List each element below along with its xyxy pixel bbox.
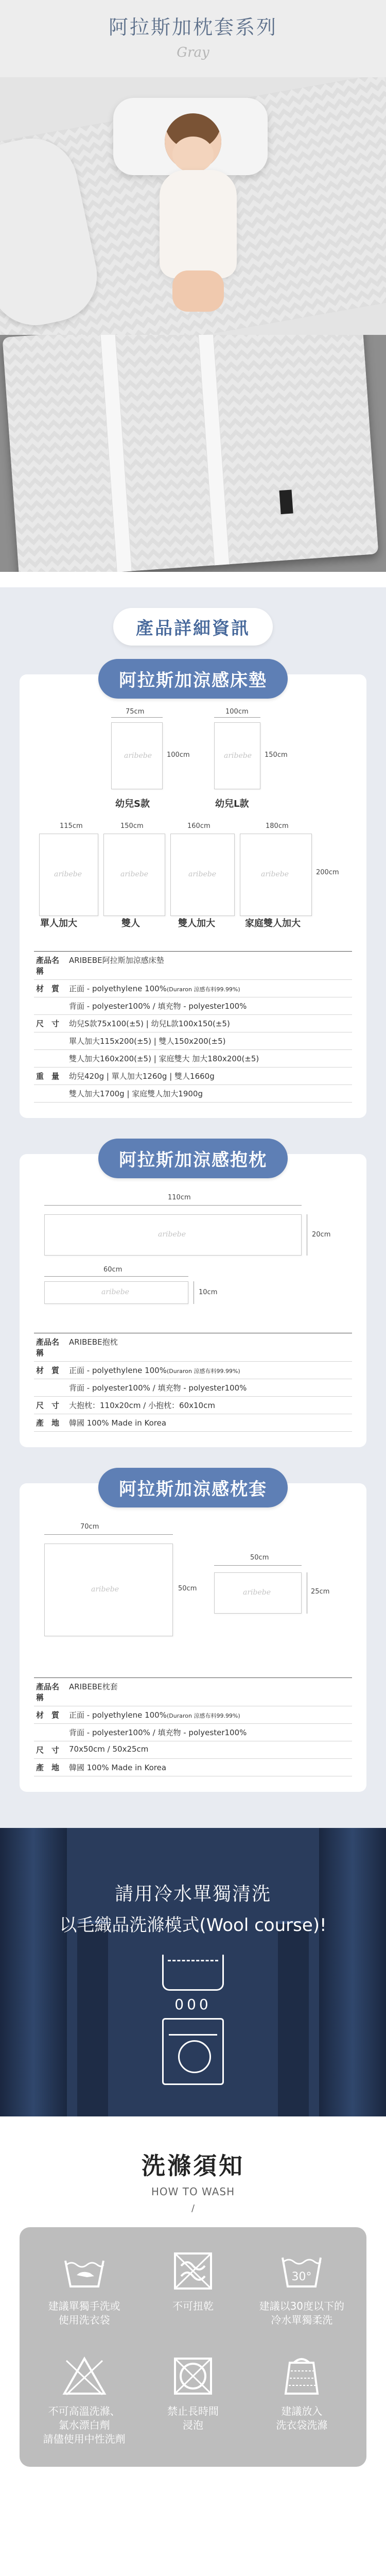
spec-value xyxy=(67,1032,352,1050)
care-text: 不可高溫洗滌、 氯水漂白劑 請儘使用中性洗劑 xyxy=(43,2405,126,2445)
spec-value xyxy=(67,952,352,980)
bolster-spec-table xyxy=(34,1333,352,1432)
spec-key: 材 質 xyxy=(34,1362,67,1379)
folded-mattress-photo xyxy=(0,335,386,572)
mattress-single-diagram xyxy=(39,834,98,916)
watermark: aribebe xyxy=(188,870,217,878)
spec-key: 產品名稱 xyxy=(34,1333,67,1362)
pillowcase-card-title: 阿拉斯加涼感枕套 xyxy=(98,1468,288,1507)
dim-label: 115cm xyxy=(60,822,83,830)
spec-key: 產品名稱 xyxy=(34,952,67,980)
spec-row xyxy=(34,1067,352,1085)
dim-label: 110cm xyxy=(168,1194,191,1201)
spec-row xyxy=(34,1050,352,1067)
baby-sleeping-photo xyxy=(0,77,386,335)
size-label: 單人加大 xyxy=(40,918,77,929)
care-text: 建議單獨手洗或 使用洗衣袋 xyxy=(48,2300,120,2326)
spec-value xyxy=(67,1015,352,1032)
product-details-section xyxy=(0,587,386,1828)
size-label: 幼兒S款 xyxy=(115,799,150,809)
spec-value xyxy=(67,1741,352,1759)
dim-line xyxy=(214,717,260,718)
dim-label: 25cm xyxy=(311,1588,330,1596)
dim-label: 60cm xyxy=(103,1266,122,1274)
bolster-size-diagram xyxy=(34,1194,352,1317)
large-pillowcase-diagram xyxy=(44,1544,173,1636)
spec-value-text: 70x50cm / 50x25cm xyxy=(69,1744,149,1754)
spec-value xyxy=(67,1362,352,1379)
watermark: aribebe xyxy=(158,1230,186,1239)
spec-value xyxy=(67,1706,352,1724)
spec-row xyxy=(34,1414,352,1432)
spec-key: 尺 寸 xyxy=(34,1397,67,1414)
spec-key: 尺 寸 xyxy=(34,1741,67,1759)
dim-line xyxy=(44,1534,173,1535)
spec-note: (Duraron 涼感布料99.99%) xyxy=(166,1368,240,1375)
mattress-double-large-diagram xyxy=(170,834,235,916)
spec-value xyxy=(67,1724,352,1741)
watermark: aribebe xyxy=(101,1288,130,1296)
spec-value-text: 正面 - polyethylene 100% xyxy=(69,984,167,993)
no-bleach-icon xyxy=(33,2353,136,2399)
spec-key: 產 地 xyxy=(34,1414,67,1432)
spec-row xyxy=(34,1032,352,1050)
spec-value xyxy=(67,1397,352,1414)
spec-value xyxy=(67,997,352,1015)
dim-label: 200cm xyxy=(316,869,339,876)
dim-label: 100cm xyxy=(225,708,249,716)
care-text: 禁止長時間 浸泡 xyxy=(167,2405,219,2431)
care-item xyxy=(142,2248,244,2327)
page-title: 阿拉斯加枕套系列 xyxy=(108,16,277,39)
how-to-wash-section xyxy=(0,2116,386,2503)
dim-label: 150cm xyxy=(120,822,144,830)
spec-value xyxy=(67,1050,352,1067)
mattress-spec-table xyxy=(34,951,352,1103)
spec-value-text: 幼兒S款75x100(±5) | 幼兒L款100x150(±5) xyxy=(69,1019,230,1028)
size-label: 雙人 xyxy=(121,918,140,929)
dim-label: 10cm xyxy=(199,1289,218,1296)
spacer xyxy=(0,572,386,587)
banner-icons xyxy=(162,1955,224,2085)
dim-line xyxy=(214,1565,302,1566)
spec-value-text: 背面 - polyester100% / 填充物 - polyester100% xyxy=(69,1002,247,1011)
wash-temp-label: 30° xyxy=(291,2270,312,2283)
wall-panel xyxy=(278,1921,309,2116)
dim-label: 50cm xyxy=(178,1585,197,1592)
spec-value-text: 單人加大115x200(±5) | 雙人150x200(±5) xyxy=(69,1037,226,1046)
watermark: aribebe xyxy=(261,870,289,878)
spec-value-text: ARIBEBE枕套 xyxy=(69,1682,118,1691)
dim-label: 100cm xyxy=(167,751,190,759)
folded-mattress-image xyxy=(2,335,378,572)
large-bolster-diagram xyxy=(44,1214,302,1256)
watermark: aribebe xyxy=(91,1585,119,1594)
spec-value-text: 韓國 100% Made in Korea xyxy=(69,1418,167,1428)
pillowcase-card xyxy=(20,1479,366,1792)
dim-label: 50cm xyxy=(250,1554,269,1562)
spec-value-text: ARIBEBE阿拉斯加涼感床墊 xyxy=(69,956,164,965)
wall-panel xyxy=(77,1921,108,2116)
spec-key xyxy=(34,1032,67,1050)
spec-row xyxy=(34,1379,352,1397)
mattress-family-diagram xyxy=(240,834,312,916)
wash-care-box xyxy=(20,2227,366,2467)
hand-wash-icon xyxy=(33,2248,136,2294)
page-header xyxy=(0,0,386,77)
spec-row xyxy=(34,997,352,1015)
mattress-card xyxy=(20,670,366,1118)
spec-row xyxy=(34,1015,352,1032)
water-drops-icon: 000 xyxy=(174,1996,212,2013)
how-to-wash-subtitle: HOW TO WASH xyxy=(151,2185,235,2198)
bolster-card xyxy=(20,1150,366,1447)
bolster-card-title: 阿拉斯加涼感抱枕 xyxy=(98,1139,288,1178)
dim-label: 20cm xyxy=(312,1231,331,1239)
watermark: aribebe xyxy=(224,752,252,760)
spec-key: 產品名稱 xyxy=(34,1678,67,1706)
how-to-wash-title: 洗滌須知 xyxy=(142,2152,244,2180)
spec-row xyxy=(34,1362,352,1379)
care-item xyxy=(33,2248,136,2327)
care-item xyxy=(142,2353,244,2446)
spec-value-text: 正面 - polyethylene 100% xyxy=(69,1366,167,1375)
spec-key: 重 量 xyxy=(34,1067,67,1085)
mattress-band xyxy=(100,335,132,572)
spec-key xyxy=(34,1379,67,1397)
dim-label: 150cm xyxy=(265,751,288,759)
spec-key: 材 質 xyxy=(34,1706,67,1724)
spec-value xyxy=(67,1678,352,1706)
spec-value-text: 幼兒420g | 單人加大1260g | 雙人1660g xyxy=(69,1072,215,1081)
spacer xyxy=(20,1118,366,1133)
spec-value-text: 背面 - polyester100% / 填充物 - polyester100% xyxy=(69,1383,247,1393)
mattress-size-diagram xyxy=(34,708,352,930)
spacer xyxy=(20,1447,366,1463)
spec-value-text: 雙人加大1700g | 家庭雙人加大1900g xyxy=(69,1089,203,1098)
spec-value-text: 雙人加大160x200(±5) | 家庭雙大 加大180x200(±5) xyxy=(69,1054,259,1063)
spec-row xyxy=(34,1085,352,1103)
size-label: 家庭雙人加大 xyxy=(245,918,301,929)
spec-key: 產 地 xyxy=(34,1759,67,1776)
size-label: 雙人加大 xyxy=(178,918,215,929)
no-tumble-dry-icon xyxy=(142,2353,244,2399)
watermark: aribebe xyxy=(120,870,149,878)
spec-row xyxy=(34,952,352,980)
wash-basin-icon xyxy=(162,1955,224,1991)
banner-line-2: 以毛織品洗滌模式(Wool course)! xyxy=(59,1915,327,1936)
watermark: aribebe xyxy=(243,1588,271,1597)
spec-key: 尺 寸 xyxy=(34,1015,67,1032)
spec-value-text: 正面 - polyethylene 100% xyxy=(69,1710,167,1720)
mattress-kids-l-diagram xyxy=(214,722,260,789)
spec-row xyxy=(34,1706,352,1724)
spec-key xyxy=(34,1085,67,1103)
spec-row xyxy=(34,1724,352,1741)
dim-line xyxy=(44,1205,302,1206)
spec-row xyxy=(34,1678,352,1706)
mattress-kids-s-diagram xyxy=(111,722,163,789)
pillowcase-spec-table xyxy=(34,1677,352,1776)
dim-label: 160cm xyxy=(187,822,210,830)
spec-value xyxy=(67,1067,352,1085)
dim-label: 70cm xyxy=(80,1523,99,1531)
spec-key xyxy=(34,997,67,1015)
small-pillowcase-diagram xyxy=(214,1572,302,1614)
spec-key xyxy=(34,1724,67,1741)
spec-value-text: ARIBEBE抱枕 xyxy=(69,1337,118,1347)
spec-value xyxy=(67,1414,352,1432)
laundry-bag-icon xyxy=(250,2353,353,2399)
section-title: 產品詳細資訊 xyxy=(113,608,273,646)
mattress-double-diagram xyxy=(103,834,165,916)
spec-value xyxy=(67,1759,352,1776)
spec-row xyxy=(34,1333,352,1362)
dim-line xyxy=(44,1276,188,1277)
spec-note: (Duraron 涼感布料99.99%) xyxy=(166,1713,240,1719)
baby-legs-image xyxy=(172,270,224,312)
spec-value-text: 大抱枕：110x20cm / 小抱枕：60x10cm xyxy=(69,1401,215,1410)
no-twist-icon xyxy=(142,2248,244,2294)
baby-face-image xyxy=(172,137,214,173)
care-item xyxy=(33,2353,136,2446)
watermark: aribebe xyxy=(54,870,82,878)
spec-value-text: 背面 - polyester100% / 填充物 - polyester100% xyxy=(69,1728,247,1737)
spec-key: 材 質 xyxy=(34,980,67,997)
care-text: 建議放入 洗衣袋洗滌 xyxy=(276,2405,328,2431)
spacer xyxy=(20,1792,366,1828)
mattress-card-title: 阿拉斯加涼感床墊 xyxy=(98,659,288,699)
care-item xyxy=(250,2248,353,2327)
watermark: aribebe xyxy=(124,752,152,760)
spec-value-text: 韓國 100% Made in Korea xyxy=(69,1763,167,1772)
brand-tag-image xyxy=(279,490,293,515)
small-bolster-diagram xyxy=(44,1281,188,1304)
dim-line xyxy=(111,717,163,718)
spec-value xyxy=(67,1333,352,1362)
mattress-band xyxy=(198,335,230,565)
dim-label: 180cm xyxy=(266,822,289,830)
spec-row xyxy=(34,1759,352,1776)
spec-row xyxy=(34,1741,352,1759)
wash-instruction-banner xyxy=(0,1828,386,2116)
size-label: 幼兒L款 xyxy=(215,799,249,809)
page-subtitle: Gray xyxy=(177,45,209,60)
washing-machine-icon xyxy=(162,2018,224,2085)
divider-slash: / xyxy=(191,2203,195,2214)
spec-row xyxy=(34,980,352,997)
spec-note: (Duraron 涼感布料99.99%) xyxy=(166,986,240,993)
spec-row xyxy=(34,1397,352,1414)
wash-30-icon xyxy=(250,2248,353,2294)
spec-value xyxy=(67,1085,352,1103)
spec-key xyxy=(34,1050,67,1067)
care-text: 建議以30度以下的 冷水單獨柔洗 xyxy=(259,2300,345,2326)
care-item xyxy=(250,2353,353,2446)
dim-label: 75cm xyxy=(126,708,145,716)
spec-value xyxy=(67,1379,352,1397)
pillowcase-size-diagram xyxy=(34,1523,352,1662)
care-text: 不可扭乾 xyxy=(172,2300,214,2312)
baby-body-image xyxy=(160,170,237,278)
spec-value xyxy=(67,980,352,997)
banner-line-1: 請用冷水單獨清洗 xyxy=(114,1884,271,1905)
